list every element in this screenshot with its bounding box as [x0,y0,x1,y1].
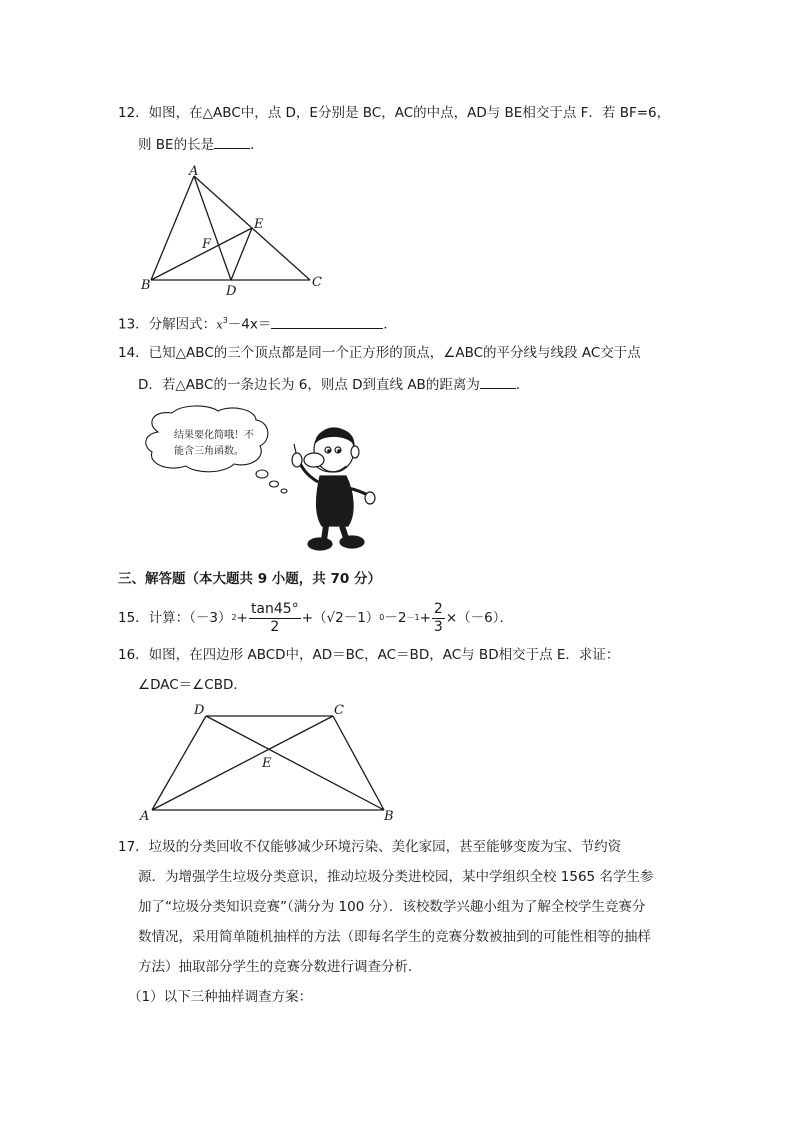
label-f: F [202,237,212,252]
cartoon-character-icon [292,428,375,550]
label-e: E [254,217,264,232]
q13-end: ． [383,316,397,333]
cartoon-hint-figure [138,404,378,554]
label-e: E [262,756,272,771]
q15-frac2-den: 3 [433,618,443,635]
label-a: A [189,164,199,179]
q12-line2-text: 则 BE的长是 [138,137,215,153]
label-b: B [141,278,151,293]
q15-fraction-2 [432,601,445,636]
q15-exp2: 0 [379,613,385,622]
q13-line [118,312,397,334]
q15-tail: ×（－6）． [445,610,513,626]
q15-minus: －2 [384,610,407,626]
q14-line2-end: ． [515,377,530,393]
q15-prefix: 15．计算：（－3） [118,610,232,626]
q14-line2 [138,374,529,394]
q16-line2: ∠DAC＝∠CBD． [138,677,247,693]
q13-x: x [216,317,223,332]
q15-line [118,598,513,638]
q13-exp: 3 [222,316,228,325]
label-c: C [334,703,344,718]
q15-frac2-num: 2 [433,600,443,617]
q13-rest: －4x＝ [227,316,272,333]
label-a: A [140,809,150,824]
label-c: C [312,275,322,290]
bubble-text-1: 结果要化简哦！不 [174,430,254,441]
q16-line1: 16．如图，在四边形 ABCD中，AD＝BC，AC＝BD，AC与 BD相交于点 E．求证： [118,647,620,663]
q15-frac1-num: tan45° [250,600,299,617]
q15-exp3: －1 [406,613,420,622]
bubble-text-2: 能含三角函数。 [174,446,244,457]
quadrilateral-abcd-figure [138,700,400,824]
q12-line1: 12．如图，在△ABC中，点 D，E分别是 BC，AC的中点，AD与 BE相交于点 F．若 BF=6， [118,105,671,121]
q14-line2-text: D．若△ABC的一条边长为 6，则点 D到直线 AB的距离为 [138,377,480,393]
answer-blank [271,314,383,329]
q15-fraction-1 [249,601,301,636]
answer-blank [480,374,516,389]
answer-blank [214,134,250,149]
label-b: B [384,809,394,824]
q17-line6: （1）以下三种抽样调查方案： [128,989,313,1005]
q17-line4: 数情况，采用简单随机抽样的方法（即每名学生的竞赛分数被抽到的可能性相等的抽样 [138,929,651,945]
q17-line5: 方法）抽取部分学生的竞赛分数进行调查分析． [138,959,422,975]
q15-plus1: + [236,610,248,626]
section-title: 三、解答题（本大题共 9 小题，共 70 分） [118,571,381,587]
label-d: D [194,703,205,718]
q12-line2-end: ． [250,137,264,153]
q15-frac1-den: 2 [270,618,280,635]
q12-line2 [138,134,264,154]
label-d: D [226,284,237,297]
q15-mid: +（√2－1） [301,610,380,626]
q17-line2: 源．为增强学生垃圾分类意识，推动垃圾分类进校园，某中学组织全校 1565 名学生参 [138,869,654,885]
q17-line1: 17．垃圾的分类回收不仅能够减少环境污染、美化家园，甚至能够变废为宝、节约资 [118,839,622,855]
q17-line3: 加了“垃圾分类知识竞赛”（满分为 100 分）．该校数学兴趣小组为了解全校学生竞赛分 [138,899,646,915]
q15-plus2: + [419,610,431,626]
q15-exp1: 2 [231,613,237,622]
triangle-abc-figure [138,162,328,297]
q13-prefix: 13．分解因式： [118,316,217,333]
q14-line1: 14．已知△ABC的三个顶点都是同一个正方形的顶点，∠ABC的平分线与线段 AC交于点 [118,345,641,361]
